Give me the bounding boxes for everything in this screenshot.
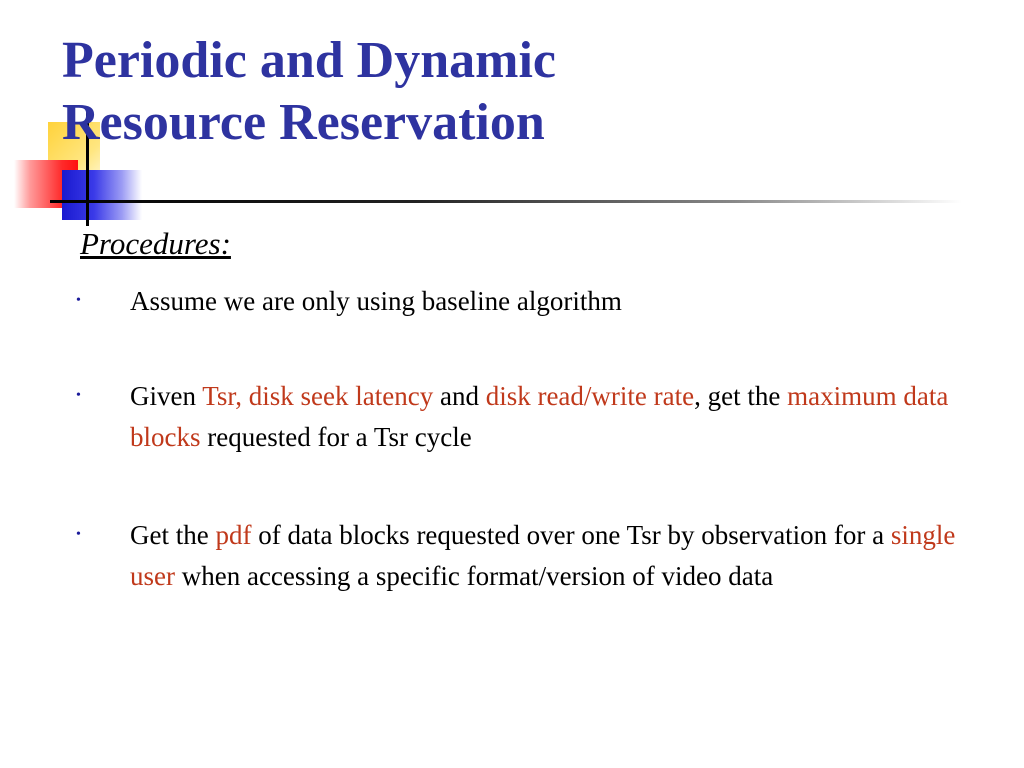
highlight-term: maximum data blocks <box>130 381 949 452</box>
highlight-term: disk read/write rate <box>485 381 695 411</box>
bullet-text: Given Tsr, disk seek latency and disk read/write rate, get the maximum data blocks requested for a Tsr cycle <box>130 381 949 452</box>
bullet-text: Assume we are only using baseline algorithm <box>130 286 622 316</box>
bullet-marker: • <box>76 527 81 542</box>
title-line-1: Periodic and Dynamic <box>62 32 556 89</box>
decor-blue-square <box>62 170 142 220</box>
slide-title <box>62 30 962 154</box>
highlight-term: pdf <box>215 520 252 550</box>
bullet-marker: • <box>76 388 81 403</box>
title-line-2: Resource Reservation <box>62 94 545 151</box>
highlight-term: Tsr, disk seek latency <box>202 381 434 411</box>
bullet-text: Get the pdf of data blocks requested over one Tsr by observation for a single user when accessing a specific format/version of video data <box>130 520 956 591</box>
highlight-term: single user <box>130 520 956 591</box>
title-underline-rule <box>50 200 962 203</box>
procedures-heading: Procedures: <box>80 226 231 261</box>
bullet-marker: • <box>76 293 81 308</box>
